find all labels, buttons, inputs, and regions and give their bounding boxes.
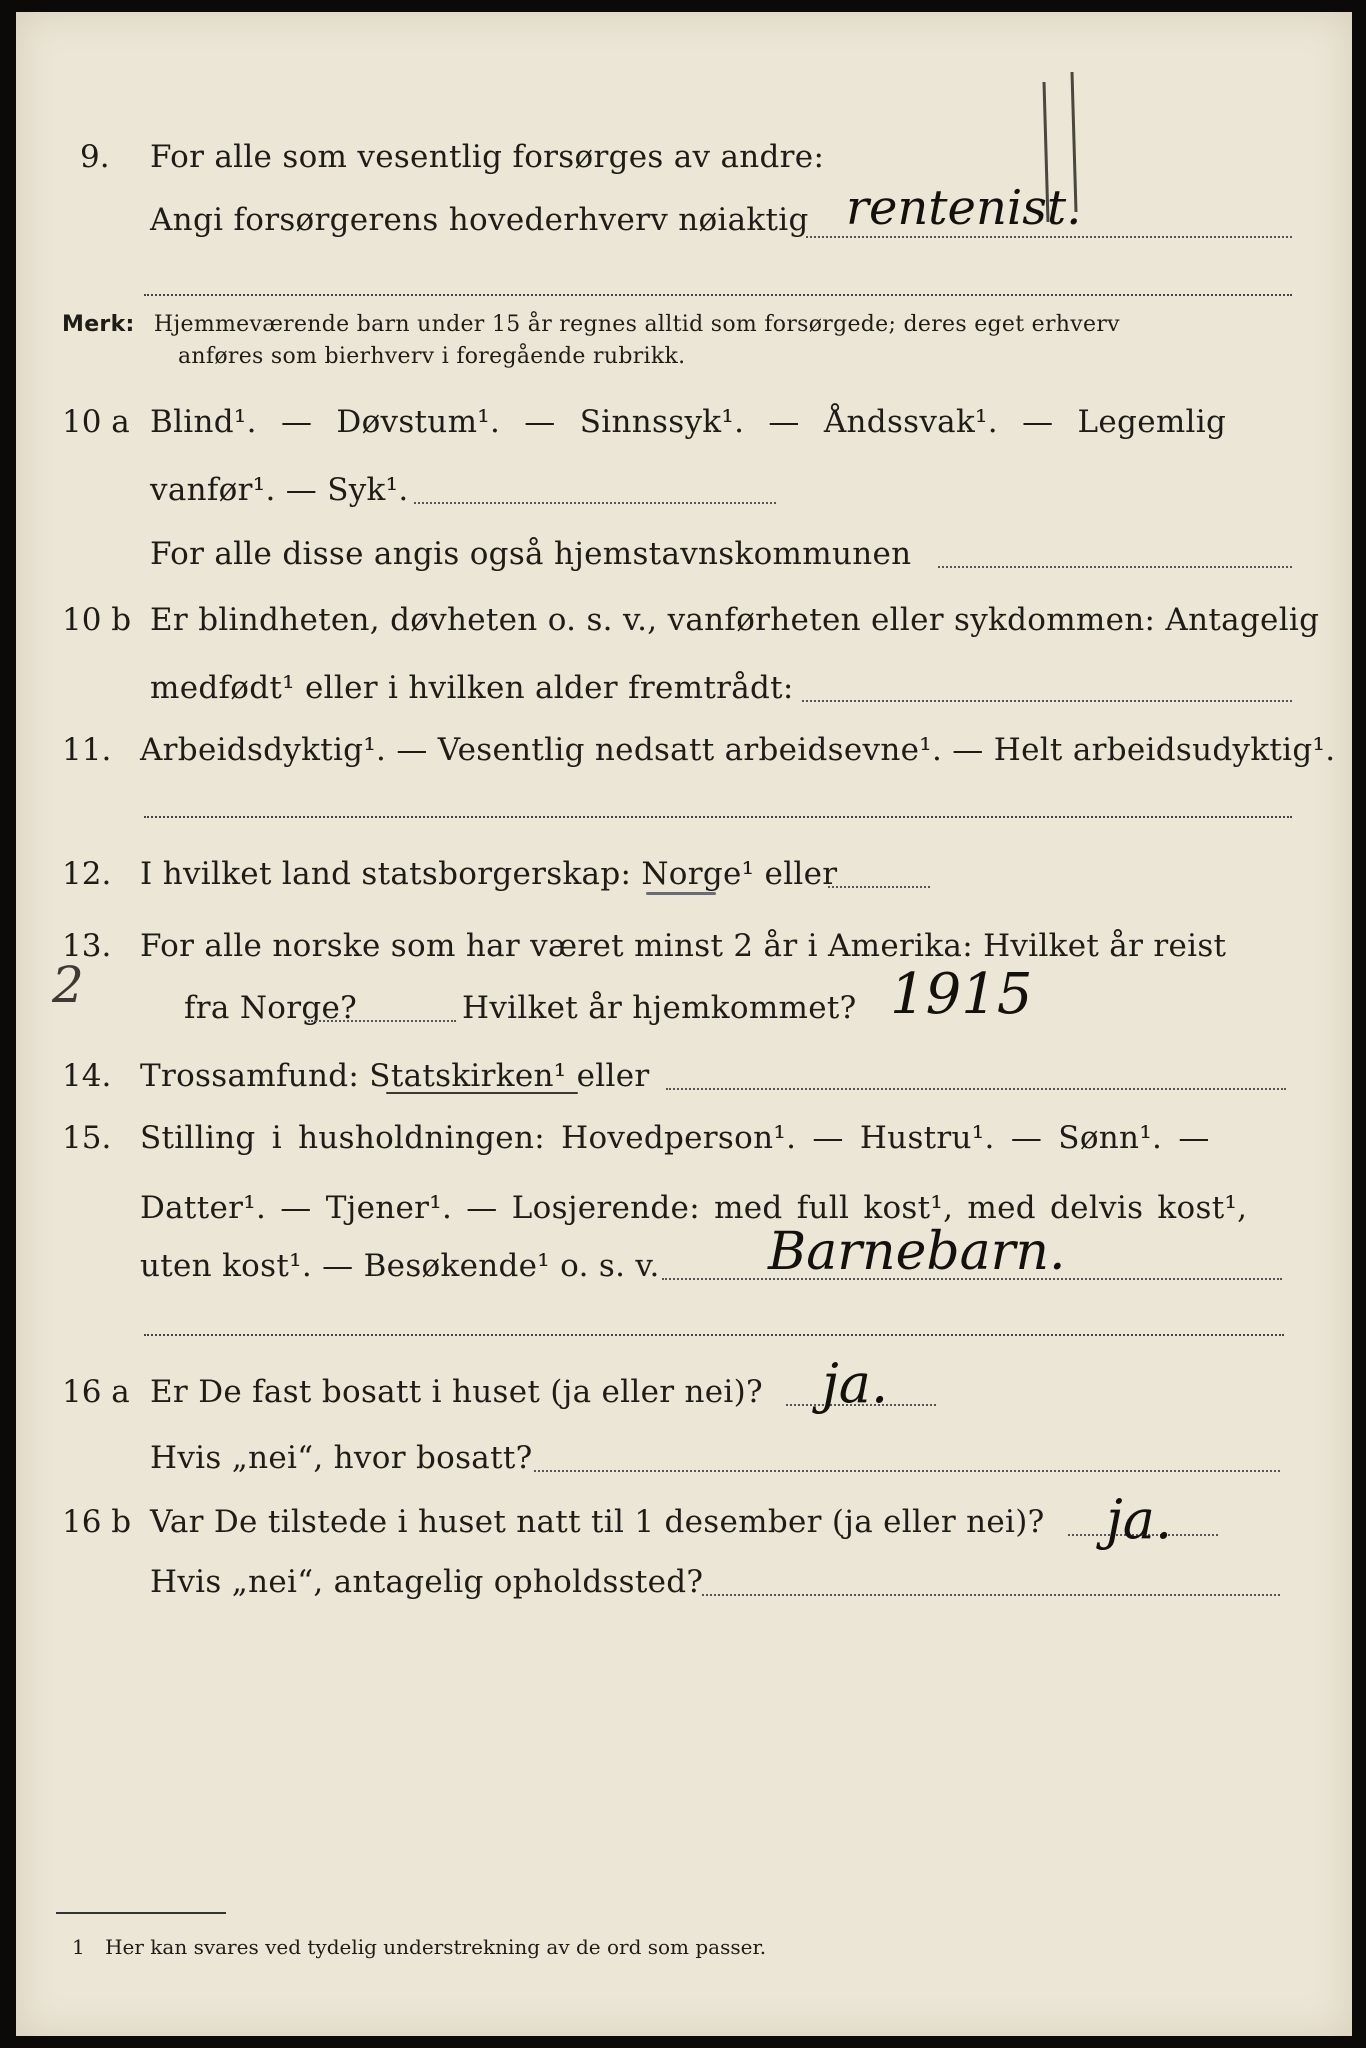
item-13-number: 13.: [62, 928, 112, 964]
item-12-line1: I hvilket land statsborgerskap: Norge¹ eller: [140, 856, 838, 892]
item-12-answer-line: [828, 886, 930, 888]
item-10b-line1: Er blindheten, døvheten o. s. v., vanførheten eller sykdommen: Antagelig: [150, 602, 1320, 638]
item-16b-number: 16 b: [62, 1504, 132, 1540]
item-10a-number: 10 a: [62, 404, 130, 440]
item-16a-line1: Er De fast bosatt i huset (ja eller nei)?: [150, 1374, 763, 1410]
item-10a-hometown-line: [938, 566, 1292, 568]
item-15-handwritten-answer: Barnebarn.: [768, 1222, 1066, 1282]
item-16b-line2: Hvis „nei“, antagelig opholdssted?: [150, 1564, 704, 1600]
item-15-line2: Datter¹. — Tjener¹. — Losjerende: med full kost¹, med delvis kost¹,: [140, 1190, 1248, 1226]
item-10a-line1: Blind¹. — Døvstum¹. — Sinnssyk¹. — Åndssvak¹. — Legemlig: [150, 404, 1227, 440]
item-12-norge-underline: [646, 892, 716, 895]
item-16a-number: 16 a: [62, 1374, 130, 1410]
item-9-answer-line: [806, 236, 1292, 238]
footnote-marker: 1: [72, 1935, 85, 1959]
item-13-line1: For alle norske som har været minst 2 år i Amerika: Hvilket år reist: [140, 928, 1227, 964]
footnote-separator: [56, 1912, 226, 1914]
footnote: [72, 1934, 766, 1960]
merk-note-line1: [62, 310, 1120, 340]
item-9-number: 9.: [80, 139, 110, 175]
item-15-line1: Stilling i husholdningen: Hovedperson¹. — Hustru¹. — Sønn¹. —: [140, 1120, 1210, 1156]
item-9-extra-line: [144, 294, 1292, 296]
item-9-line1: For alle som vesentlig forsørges av andre:: [150, 139, 825, 175]
item-11-line1: Arbeidsdyktig¹. — Vesentlig nedsatt arbeidsevne¹. — Helt arbeidsudyktig¹.: [140, 732, 1336, 768]
item-15-number: 15.: [62, 1120, 112, 1156]
item-10b-line2: medfødt¹ eller i hvilken alder fremtrådt:: [150, 670, 794, 706]
merk-text2: anføres som bierhverv i foregående rubrikk.: [178, 344, 686, 369]
margin-pencil-note: 2: [52, 956, 84, 1014]
item-13-handwritten-year: 1915: [890, 962, 1033, 1027]
item-14-number: 14.: [62, 1058, 112, 1094]
item-13-label-right: Hvilket år hjemkommet?: [462, 990, 857, 1026]
item-12-number: 12.: [62, 856, 112, 892]
item-15-extra-line: [144, 1334, 1284, 1336]
item-16b-handwritten-answer: ja.: [1106, 1488, 1173, 1551]
item-10b-number: 10 b: [62, 602, 132, 638]
item-14-answer-line: [666, 1088, 1286, 1090]
item-16a-nei-answer-line: [534, 1470, 1280, 1472]
form-page: [16, 12, 1352, 2036]
item-13-label-left: fra Norge?: [184, 990, 358, 1026]
item-14-statskirken-underline: [386, 1092, 578, 1094]
item-10a-line2: vanfør¹. — Syk¹.: [150, 472, 409, 508]
merk-label: Merk:: [62, 312, 135, 337]
item-16b-line1: Var De tilstede i huset natt til 1 desember (ja eller nei)?: [150, 1504, 1045, 1540]
item-16b-nei-answer-line: [702, 1594, 1280, 1596]
item-11-extra-line: [144, 816, 1292, 818]
item-10b-answer-line: [802, 700, 1292, 702]
footnote-text: Her kan svares ved tydelig understrekning av de ord som passer.: [105, 1935, 767, 1959]
item-9-handwritten-answer: rentenist.: [846, 180, 1082, 236]
item-10a-line3: For alle disse angis også hjemstavnskommunen: [150, 536, 912, 572]
item-14-line1: Trossamfund: Statskirken¹ eller: [140, 1058, 650, 1094]
item-9-line2: Angi forsørgerens hovederhverv nøiaktig: [150, 202, 809, 238]
item-15-line3: uten kost¹. — Besøkende¹ o. s. v.: [140, 1248, 660, 1284]
merk-text1: Hjemmeværende barn under 15 år regnes alltid som forsørgede; deres eget erhverv: [153, 312, 1120, 337]
item-10a-answer-line: [414, 502, 776, 504]
item-16a-line2: Hvis „nei“, hvor bosatt?: [150, 1440, 533, 1476]
item-11-number: 11.: [62, 732, 112, 768]
item-16a-handwritten-answer: ja.: [822, 1352, 889, 1415]
item-13-left-answer-line: [308, 1020, 456, 1022]
